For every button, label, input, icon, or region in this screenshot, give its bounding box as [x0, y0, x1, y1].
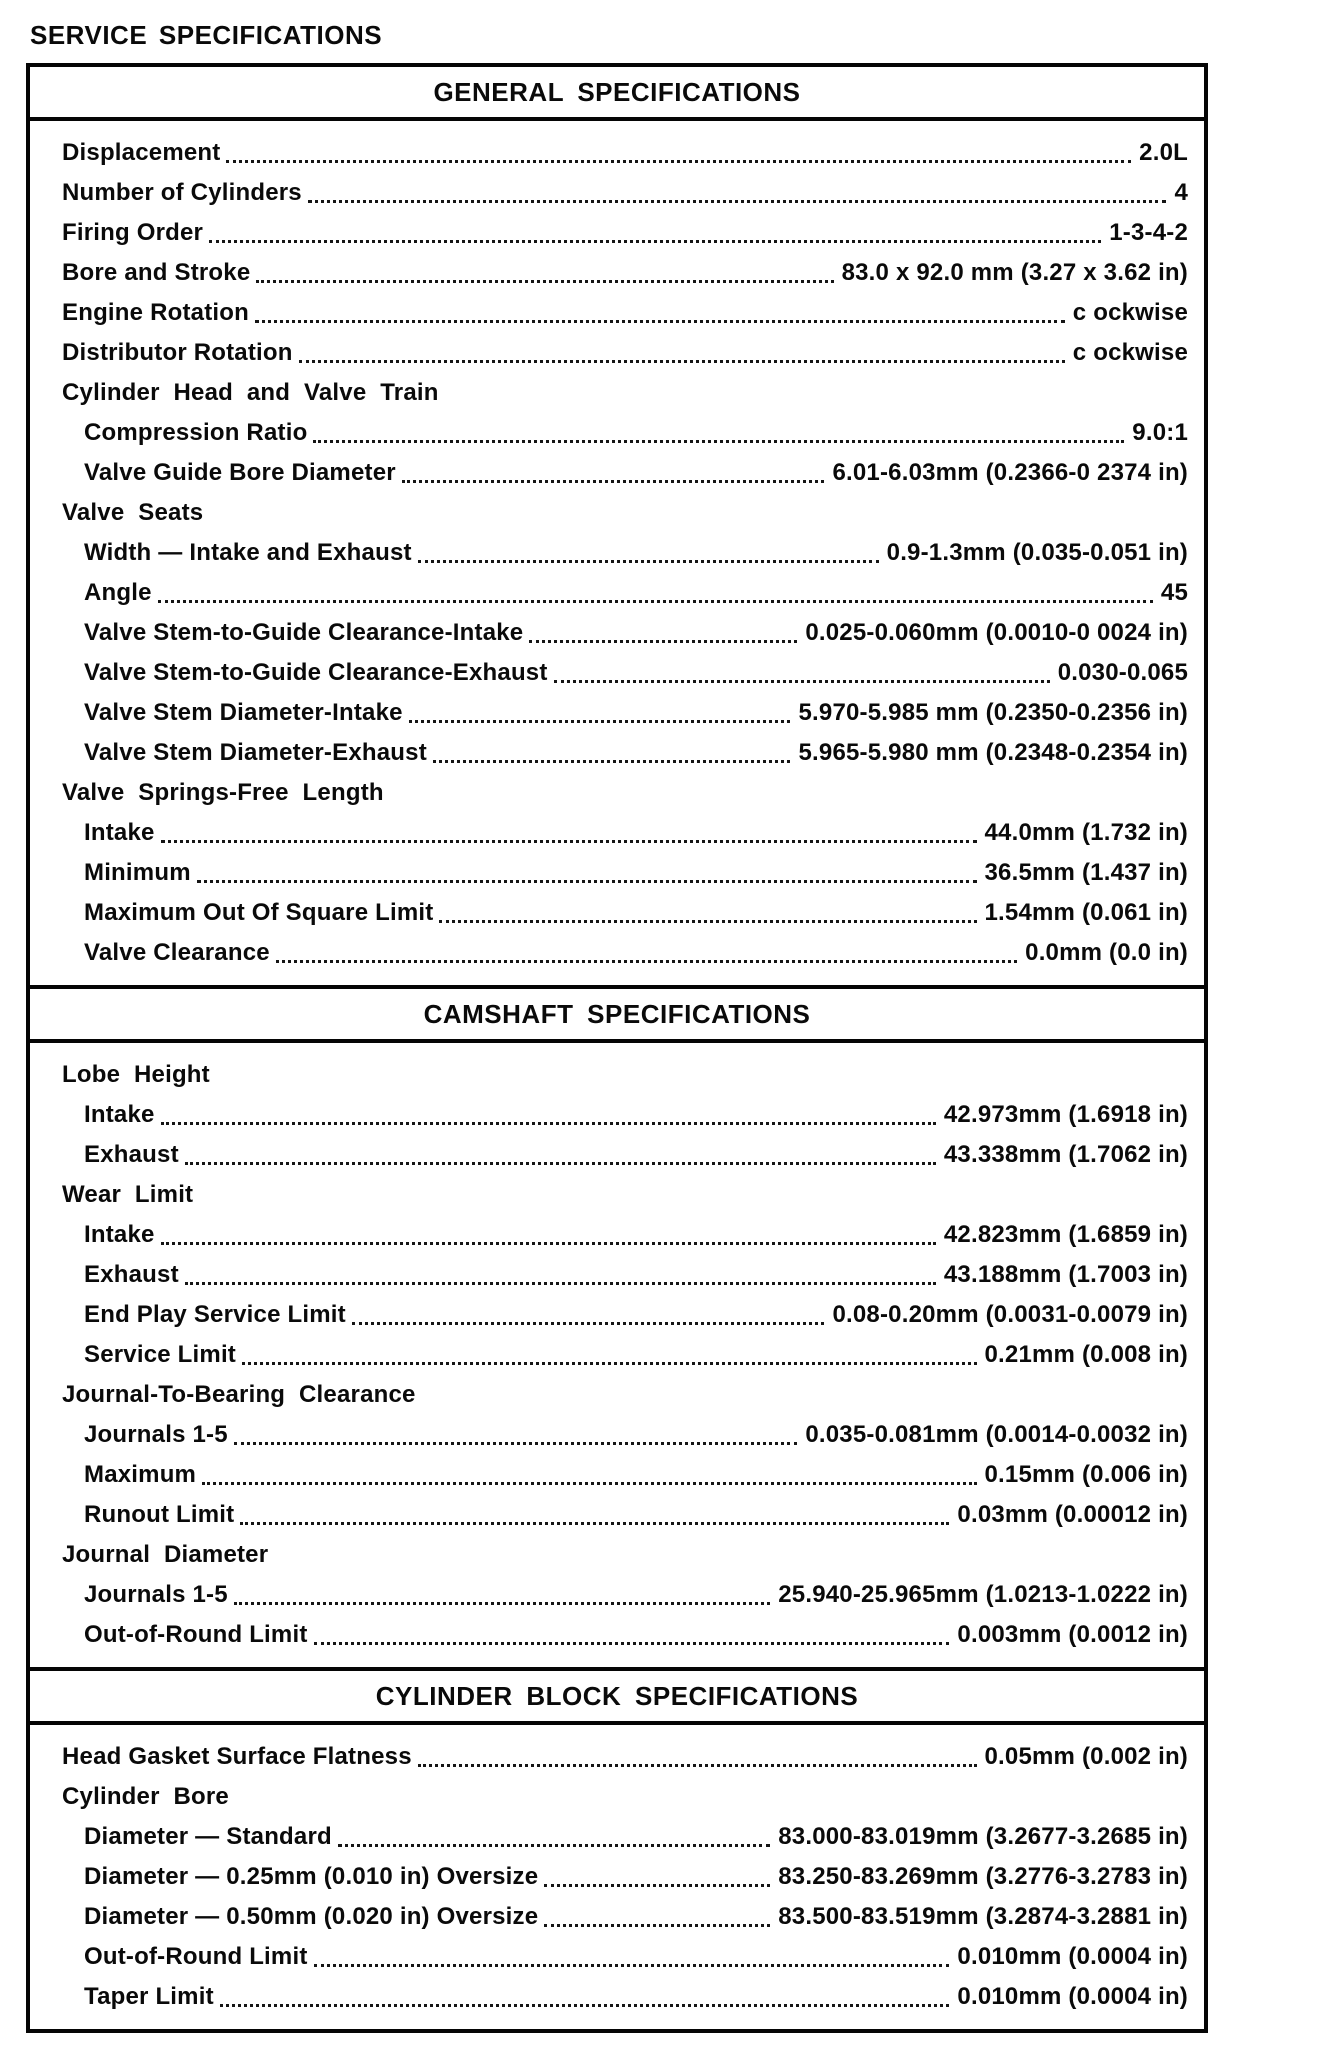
- spec-row: [62, 573, 1188, 613]
- spec-row: [62, 1335, 1188, 1375]
- spec-group-row: [62, 1375, 1188, 1415]
- dot-leader: [197, 880, 977, 883]
- spec-row: [62, 933, 1188, 973]
- dot-leader: [313, 440, 1124, 443]
- spec-row: [62, 173, 1188, 213]
- dot-leader: [255, 320, 1065, 323]
- spec-value: 9.0:1: [1132, 419, 1188, 446]
- spec-row: [62, 1857, 1188, 1897]
- spec-label: Intake: [84, 1101, 155, 1128]
- spec-label: Intake: [84, 819, 155, 846]
- spec-value: 4: [1174, 179, 1188, 206]
- spec-row: [62, 1977, 1188, 2017]
- spec-row: [62, 1615, 1188, 1655]
- spec-value: 5.970-5.985 mm (0.2350-0.2356 in): [798, 699, 1188, 726]
- dot-leader: [433, 760, 791, 763]
- spec-row: [62, 133, 1188, 173]
- spec-group-row: [62, 493, 1188, 533]
- spec-row: [62, 1575, 1188, 1615]
- dot-leader: [234, 1442, 798, 1445]
- spec-label: Valve Seats: [62, 499, 204, 526]
- spec-value: 5.965-5.980 mm (0.2348-0.2354 in): [798, 739, 1188, 766]
- spec-label: Journals 1-5: [84, 1421, 228, 1448]
- spec-label: Firing Order: [62, 219, 204, 246]
- spec-value: 36.5mm (1.437 in): [984, 859, 1188, 886]
- spec-row: [62, 853, 1188, 893]
- spec-value: 0.025-0.060mm (0.0010-0 0024 in): [805, 619, 1188, 646]
- spec-label: Wear Limit: [62, 1181, 194, 1208]
- dot-leader: [220, 2004, 950, 2007]
- spec-value: 43.338mm (1.7062 in): [943, 1141, 1188, 1168]
- spec-row: [62, 1255, 1188, 1295]
- spec-row: [62, 813, 1188, 853]
- spec-value: 25.940-25.965mm (1.0213-1.0222 in): [778, 1581, 1188, 1608]
- spec-value: 0.08-0.20mm (0.0031-0.0079 in): [832, 1301, 1188, 1328]
- spec-row: [62, 733, 1188, 773]
- spec-value: 83.000-83.019mm (3.2677-3.2685 in): [778, 1823, 1188, 1850]
- spec-value: 6.01-6.03mm (0.2366-0 2374 in): [832, 459, 1188, 486]
- spec-value: 0.030-0.065: [1057, 659, 1188, 686]
- spec-section: [26, 1667, 1208, 2033]
- spec-value: 83.250-83.269mm (3.2776-3.2783 in): [778, 1863, 1188, 1890]
- spec-label: End Play Service Limit: [84, 1301, 346, 1328]
- spec-row: [62, 413, 1188, 453]
- spec-group-row: [62, 1175, 1188, 1215]
- spec-label: Taper Limit: [84, 1983, 214, 2010]
- section-body: [30, 121, 1204, 985]
- spec-label: Diameter — Standard: [84, 1823, 332, 1850]
- spec-group-row: [62, 1535, 1188, 1575]
- spec-row: [62, 1897, 1188, 1937]
- spec-value: 0.003mm (0.0012 in): [957, 1621, 1188, 1648]
- dot-leader: [409, 720, 791, 723]
- spec-row: [62, 213, 1188, 253]
- dot-leader: [161, 1242, 936, 1245]
- spec-value: 43.188mm (1.7003 in): [943, 1261, 1188, 1288]
- spec-value: 0.03mm (0.00012 in): [957, 1501, 1188, 1528]
- dot-leader: [544, 1884, 770, 1887]
- spec-label: Valve Stem Diameter-Exhaust: [84, 739, 427, 766]
- spec-value: 0.010mm (0.0004 in): [957, 1943, 1188, 1970]
- dot-leader: [418, 560, 879, 563]
- spec-label: Valve Stem Diameter-Intake: [84, 699, 403, 726]
- dot-leader: [161, 840, 977, 843]
- spec-section: [26, 63, 1208, 989]
- spec-label: Diameter — 0.25mm (0.010 in) Oversize: [84, 1863, 539, 1890]
- spec-row: [62, 1937, 1188, 1977]
- spec-label: Lobe Height: [62, 1061, 210, 1088]
- dot-leader: [402, 480, 825, 483]
- spec-row: [62, 333, 1188, 373]
- spec-value: 0.0mm (0.0 in): [1025, 939, 1188, 966]
- spec-label: Out-of-Round Limit: [84, 1943, 308, 1970]
- spec-value: 42.823mm (1.6859 in): [943, 1221, 1188, 1248]
- spec-row: [62, 533, 1188, 573]
- dot-leader: [158, 600, 1153, 603]
- spec-row: [62, 1135, 1188, 1175]
- dot-leader: [185, 1282, 936, 1285]
- spec-row: [62, 1415, 1188, 1455]
- dot-leader: [418, 1764, 977, 1767]
- spec-section: [26, 985, 1208, 1671]
- section-title: CYLINDER BLOCK SPECIFICATIONS: [30, 1671, 1204, 1725]
- spec-label: Angle: [84, 579, 152, 606]
- spec-row: [62, 653, 1188, 693]
- spec-value: 44.0mm (1.732 in): [984, 819, 1188, 846]
- spec-value: 0.21mm (0.008 in): [984, 1341, 1188, 1368]
- dot-leader: [308, 200, 1167, 203]
- page-title: SERVICE SPECIFICATIONS: [30, 20, 383, 50]
- spec-group-row: [62, 373, 1188, 413]
- spec-label: Exhaust: [84, 1141, 179, 1168]
- spec-label: Valve Clearance: [84, 939, 270, 966]
- dot-leader: [554, 680, 1050, 683]
- spec-row: [62, 1817, 1188, 1857]
- spec-label: Service Limit: [84, 1341, 237, 1368]
- spec-label: Width — Intake and Exhaust: [84, 539, 412, 566]
- section-title: CAMSHAFT SPECIFICATIONS: [30, 989, 1204, 1043]
- spec-row: [62, 1495, 1188, 1535]
- dot-leader: [234, 1602, 770, 1605]
- dot-leader: [226, 160, 1131, 163]
- spec-value: 83.0 x 92.0 mm (3.27 x 3.62 in): [841, 259, 1188, 286]
- spec-row: [62, 1455, 1188, 1495]
- spec-value: c ockwise: [1072, 339, 1188, 366]
- dot-leader: [299, 360, 1065, 363]
- dot-leader: [352, 1322, 825, 1325]
- spec-label: Number of Cylinders: [62, 179, 302, 206]
- spec-label: Bore and Stroke: [62, 259, 251, 286]
- spec-row: [62, 1095, 1188, 1135]
- spec-label: Valve Springs-Free Length: [62, 779, 384, 806]
- spec-value: 0.010mm (0.0004 in): [957, 1983, 1188, 2010]
- spec-label: Out-of-Round Limit: [84, 1621, 308, 1648]
- spec-value: 45: [1160, 579, 1188, 606]
- spec-group-row: [62, 773, 1188, 813]
- spec-label: Journal Diameter: [62, 1541, 269, 1568]
- spec-label: Maximum Out Of Square Limit: [84, 899, 434, 926]
- dot-leader: [240, 1522, 949, 1525]
- spec-label: Cylinder Bore: [62, 1783, 229, 1810]
- dot-leader: [439, 920, 976, 923]
- spec-value: 42.973mm (1.6918 in): [943, 1101, 1188, 1128]
- spec-row: [62, 1295, 1188, 1335]
- spec-row: [62, 893, 1188, 933]
- spec-label: Runout Limit: [84, 1501, 235, 1528]
- spec-value: 0.05mm (0.002 in): [984, 1743, 1188, 1770]
- spec-value: 0.9-1.3mm (0.035-0.051 in): [886, 539, 1188, 566]
- spec-row: [62, 613, 1188, 653]
- dot-leader: [544, 1924, 770, 1927]
- dot-leader: [161, 1122, 936, 1125]
- spec-label: Distributor Rotation: [62, 339, 293, 366]
- dot-leader: [338, 1844, 770, 1847]
- spec-value: 83.500-83.519mm (3.2874-3.2881 in): [778, 1903, 1188, 1930]
- section-body: [30, 1725, 1204, 2029]
- dot-leader: [202, 1482, 976, 1485]
- dot-leader: [209, 240, 1101, 243]
- spec-label: Displacement: [62, 139, 221, 166]
- section-body: [30, 1043, 1204, 1667]
- dot-leader: [242, 1362, 976, 1365]
- spec-label: Valve Guide Bore Diameter: [84, 459, 396, 486]
- spec-row: [62, 453, 1188, 493]
- spec-table: [26, 63, 1208, 2033]
- dot-leader: [314, 1642, 950, 1645]
- spec-value: 1-3-4-2: [1109, 219, 1188, 246]
- spec-label: Head Gasket Surface Flatness: [62, 1743, 412, 1770]
- spec-value: c ockwise: [1072, 299, 1188, 326]
- spec-row: [62, 693, 1188, 733]
- spec-label: Compression Ratio: [84, 419, 308, 446]
- spec-label: Journal-To-Bearing Clearance: [62, 1381, 416, 1408]
- dot-leader: [314, 1964, 950, 1967]
- dot-leader: [529, 640, 797, 643]
- spec-label: Cylinder Head and Valve Train: [62, 379, 439, 406]
- spec-label: Diameter — 0.50mm (0.020 in) Oversize: [84, 1903, 539, 1930]
- spec-value: 0.15mm (0.006 in): [984, 1461, 1188, 1488]
- spec-label: Maximum: [84, 1461, 197, 1488]
- spec-label: Intake: [84, 1221, 155, 1248]
- spec-value: 0.035-0.081mm (0.0014-0.0032 in): [805, 1421, 1188, 1448]
- dot-leader: [256, 280, 833, 283]
- spec-row: [62, 253, 1188, 293]
- dot-leader: [276, 960, 1017, 963]
- spec-label: Valve Stem-to-Guide Clearance-Intake: [84, 619, 524, 646]
- spec-label: Journals 1-5: [84, 1581, 228, 1608]
- spec-row: [62, 293, 1188, 333]
- spec-label: Minimum: [84, 859, 191, 886]
- spec-value: 2.0L: [1139, 139, 1188, 166]
- spec-row: [62, 1215, 1188, 1255]
- dot-leader: [185, 1162, 936, 1165]
- spec-label: Valve Stem-to-Guide Clearance-Exhaust: [84, 659, 548, 686]
- spec-label: Engine Rotation: [62, 299, 249, 326]
- spec-group-row: [62, 1055, 1188, 1095]
- spec-label: Exhaust: [84, 1261, 179, 1288]
- section-title: GENERAL SPECIFICATIONS: [30, 67, 1204, 121]
- spec-row: [62, 1737, 1188, 1777]
- spec-group-row: [62, 1777, 1188, 1817]
- spec-value: 1.54mm (0.061 in): [984, 899, 1188, 926]
